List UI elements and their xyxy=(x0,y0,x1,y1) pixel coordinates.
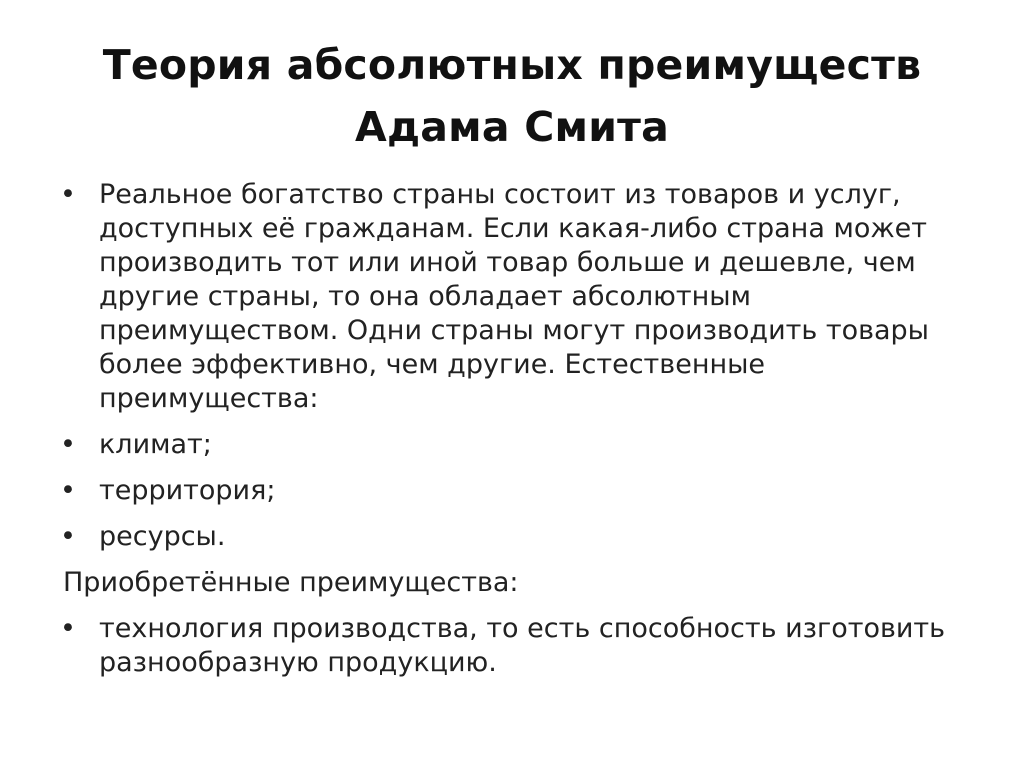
bullet-item-resources xyxy=(58,520,978,554)
bullet-icon: • xyxy=(60,179,76,210)
slide-body xyxy=(58,178,978,680)
title-line-1: Теория абсолютных преимуществ xyxy=(102,41,922,89)
acquired-heading: Приобретённые преимущества: xyxy=(63,567,519,598)
natural-item: климат; xyxy=(99,429,212,460)
bullet-item-territory xyxy=(58,474,978,508)
main-paragraph: Реальное богатство страны состоит из товаров и услуг, доступных её гражданам. Если какая-либо страна может производить тот или иной товар больше и дешевле, чем другие страны, то она обладает абсолютным преимуществом. Одни страны могут производить товары более эффективно, чем другие. Естественные преимущества: xyxy=(99,179,929,414)
natural-item: территория; xyxy=(99,475,276,506)
acquired-item: технология производства, то есть способность изготовить разнообразную продукцию. xyxy=(99,613,946,678)
natural-item: ресурсы. xyxy=(99,521,226,552)
bullet-item-climate xyxy=(58,428,978,462)
bullet-icon: • xyxy=(60,475,76,506)
bullet-item-main xyxy=(58,178,978,416)
bullet-icon: • xyxy=(60,613,76,644)
title-line-2: Адама Смита xyxy=(355,103,669,151)
slide-title xyxy=(40,34,984,158)
bullet-icon: • xyxy=(60,429,76,460)
bullet-icon: • xyxy=(60,521,76,552)
bullet-item-technology xyxy=(58,612,978,680)
